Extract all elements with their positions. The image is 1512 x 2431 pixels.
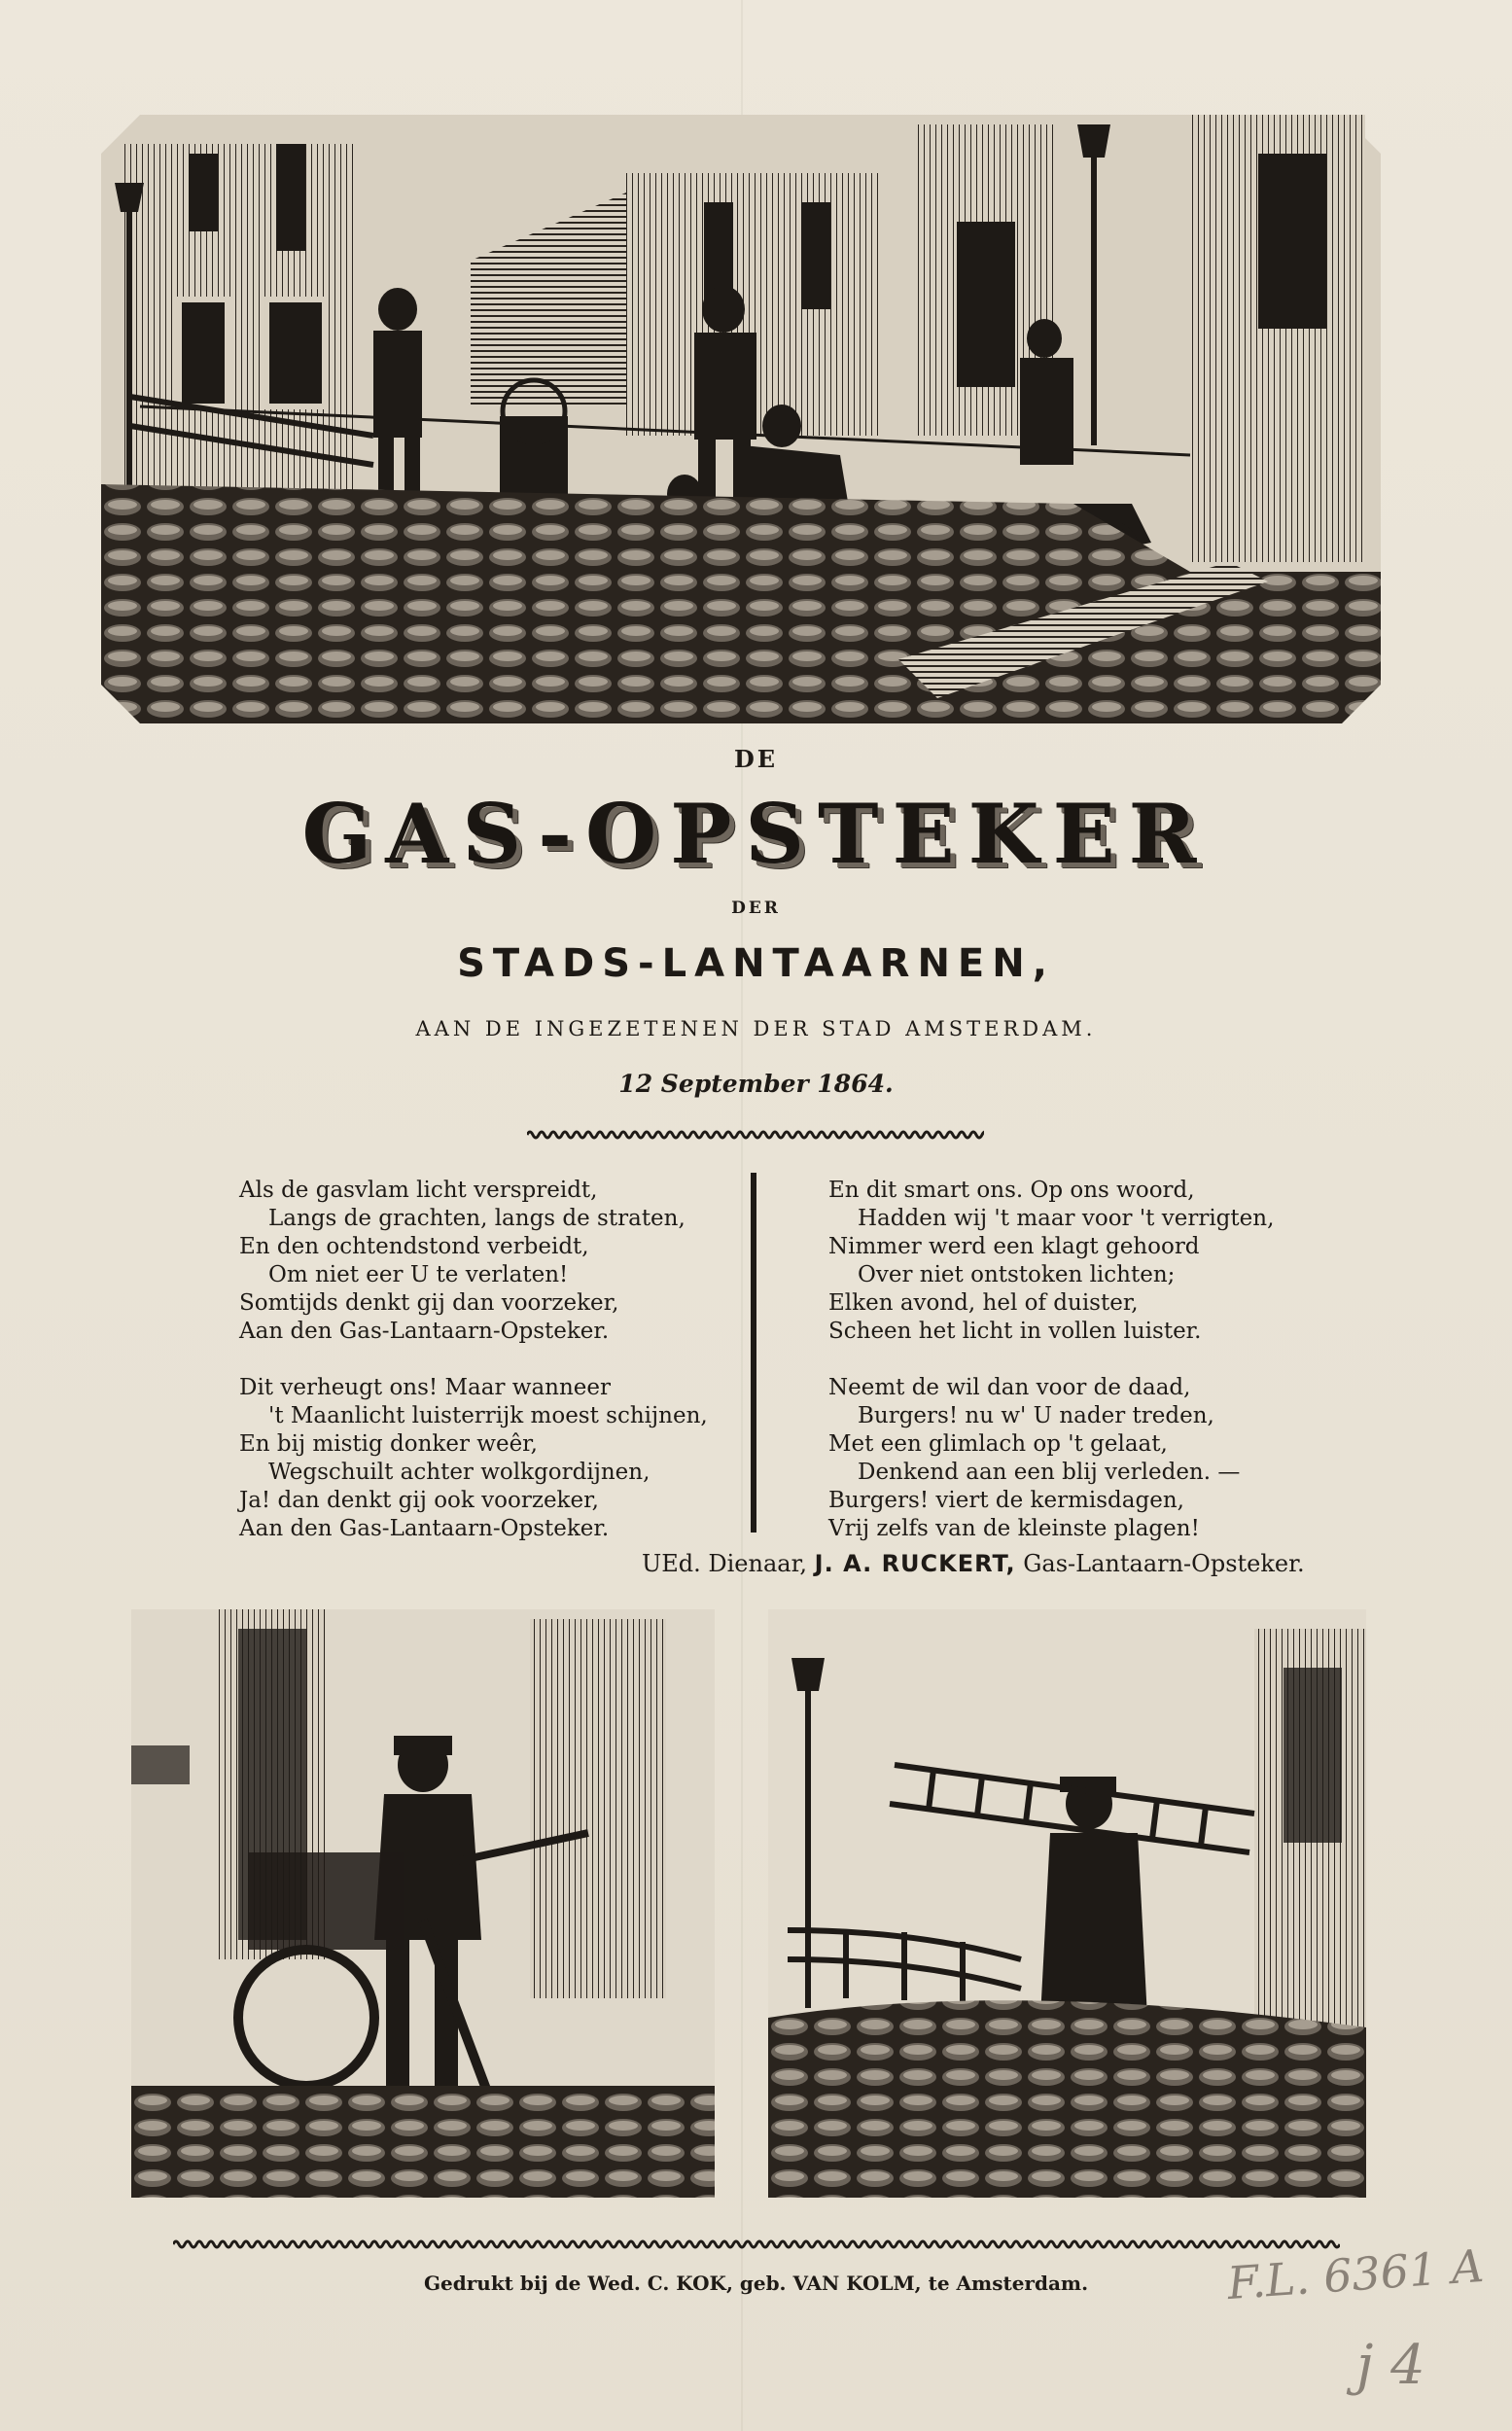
poem-line: En dit smart ons. Op ons woord, xyxy=(828,1178,1195,1203)
title-article: DE xyxy=(733,745,779,773)
printer-imprint: Gedrukt bij de Wed. C. KOK, geb. VAN KOLM, te Amsterdam. xyxy=(423,2272,1089,2295)
poem-line: Scheen het licht in vollen luister. xyxy=(828,1319,1202,1344)
poem-line: Denkend aan een blij verleden. — xyxy=(858,1460,1241,1485)
poem-line: En bij mistig donker weêr, xyxy=(239,1431,538,1457)
poem-line: Als de gasvlam licht verspreidt, xyxy=(239,1178,598,1203)
signature-line xyxy=(642,1550,1381,1577)
poem-line: Over niet ontstoken lichten; xyxy=(858,1262,1176,1287)
page-subtitle: STADS-LANTAARNEN, xyxy=(457,941,1055,986)
poem-line: Hadden wij 't maar voor 't verrigten, xyxy=(858,1206,1275,1231)
date-line: 12 September 1864. xyxy=(618,1070,894,1098)
poem-column-right xyxy=(828,1177,1334,1543)
bottom-left-woodcut-illustration xyxy=(131,1609,715,2198)
bottom-right-woodcut-illustration xyxy=(768,1609,1366,2198)
wavy-rule-bottom xyxy=(173,2237,1340,2251)
page-title: GAS-OPSTEKER xyxy=(301,786,1211,882)
poem-line: Burgers! viert de kermisdagen, xyxy=(828,1488,1184,1513)
wavy-rule-top xyxy=(527,1128,984,1142)
poem-line: Burgers! nu w' U nader treden, xyxy=(858,1403,1214,1428)
poem-column-left xyxy=(239,1177,745,1543)
poem-line: En den ochtendstond verbeidt, xyxy=(239,1234,589,1259)
poem-line: Met een glimlach op 't gelaat, xyxy=(828,1431,1168,1457)
poem-line: Aan den Gas-Lantaarn-Opsteker. xyxy=(239,1516,610,1541)
poem-line: 't Maanlicht luisterrijk moest schijnen, xyxy=(268,1403,708,1428)
signature-prefix: UEd. Dienaar, xyxy=(642,1550,808,1577)
poem-line: Ja! dan denkt gij ook voorzeker, xyxy=(239,1488,599,1513)
poem-line: Aan den Gas-Lantaarn-Opsteker. xyxy=(239,1319,610,1344)
archive-inventory-mark: F.L. 6361 A xyxy=(1225,2238,1486,2310)
poem-line: Nimmer werd een klagt gehoord xyxy=(828,1234,1200,1259)
poem-line: Wegschuilt achter wolkgordijnen, xyxy=(268,1460,651,1485)
poem-line: Dit verheugt ons! Maar wanneer xyxy=(239,1375,612,1400)
poem-line: Langs de grachten, langs de straten, xyxy=(268,1206,686,1231)
title-der: DER xyxy=(731,898,781,918)
signature-name: J. A. RUCKERT, xyxy=(814,1550,1016,1577)
signature-role: Gas-Lantaarn-Opsteker. xyxy=(1023,1550,1305,1577)
address-line: AAN DE INGEZETENEN DER STAD AMSTERDAM. xyxy=(415,1017,1097,1040)
poem-line: Neemt de wil dan voor de daad, xyxy=(828,1375,1191,1400)
poem-line: Om niet eer U te verlaten! xyxy=(268,1262,569,1287)
archive-mark-secondary: j 4 xyxy=(1356,2334,1425,2397)
top-woodcut-illustration xyxy=(101,115,1381,723)
poem-line: Somtijds denkt gij dan voorzeker, xyxy=(239,1290,619,1316)
poem-line: Elken avond, hel of duister, xyxy=(828,1290,1139,1316)
column-divider xyxy=(751,1173,756,1533)
poem-line: Vrij zelfs van de kleinste plagen! xyxy=(828,1516,1200,1541)
